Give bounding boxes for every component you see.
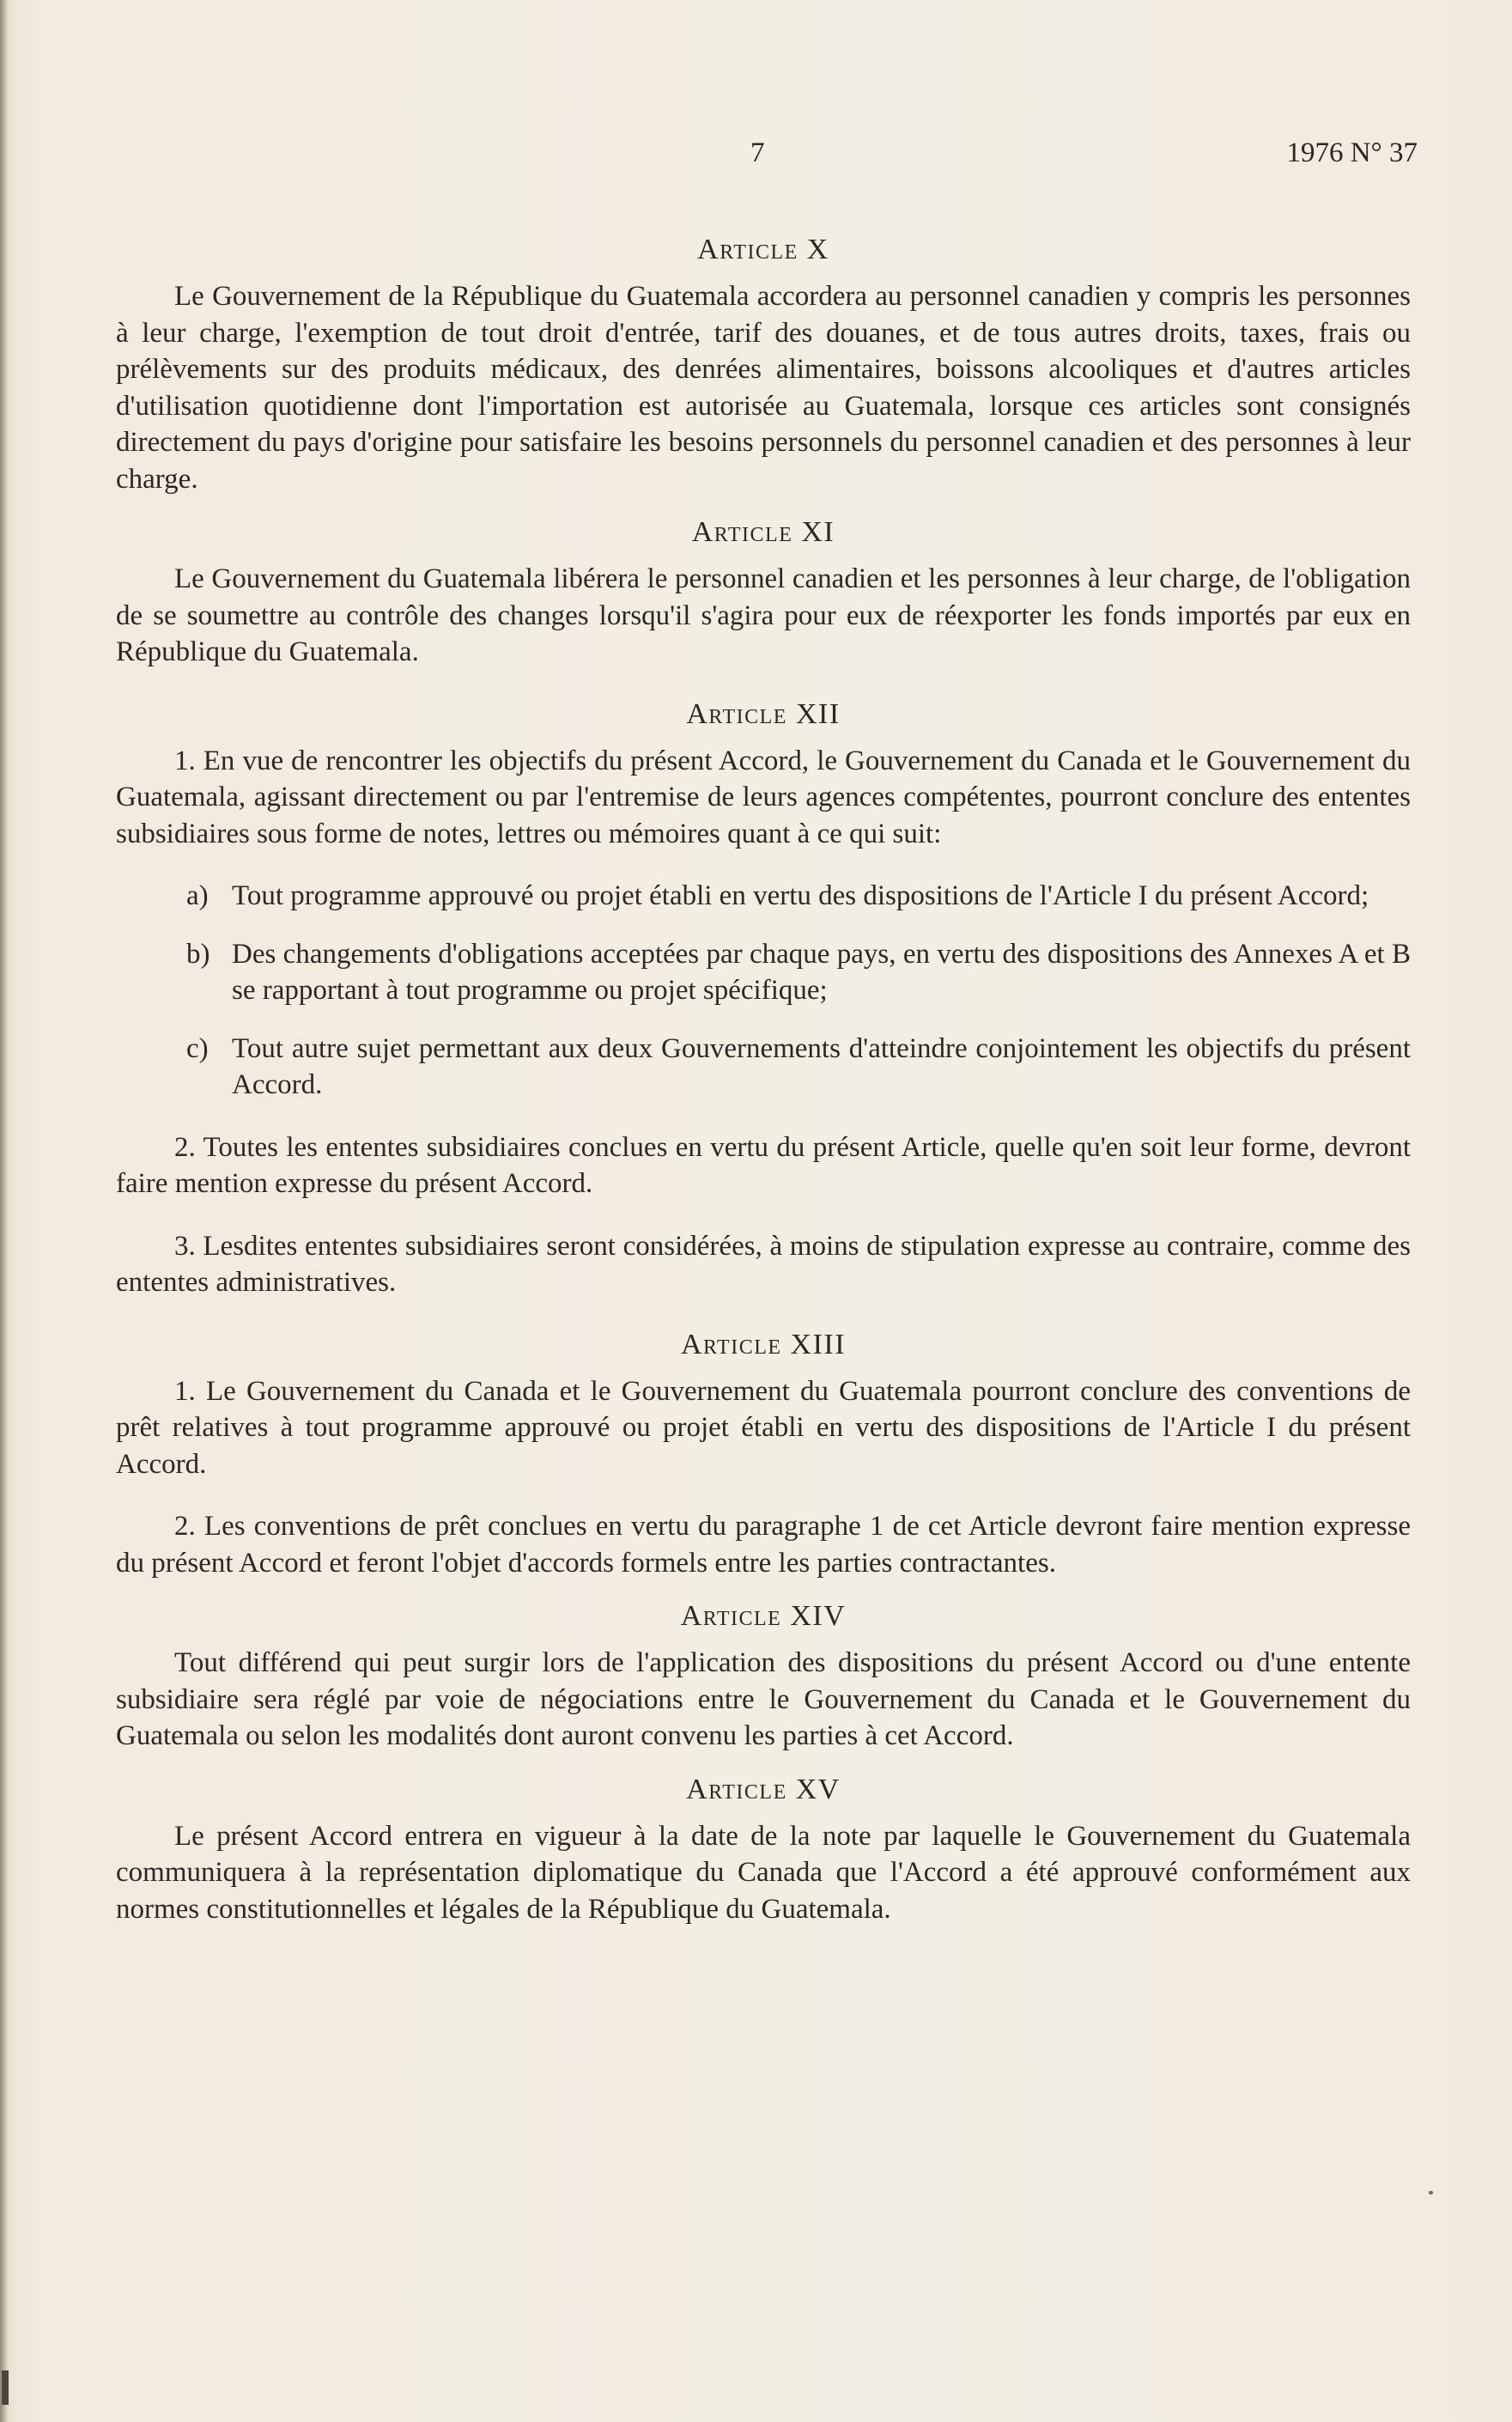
article-title: Article X [697,234,829,265]
article-paragraph: 1. Le Gouvernement du Canada et le Gouvernement du Guatemala pourront conclure des conventions de prêt relatives à tout programme approuvé ou projet établi en vertu des dispositions de l'Article I du présent Accord. [116,1375,1411,1480]
page-number: 7 [750,137,765,168]
article-xii [116,697,1411,1301]
article-paragraph: 3. Lesdites ententes subsidiaires seront considérées, à moins de stipulation expresse au contraire, comme des ententes administratives. [116,1230,1411,1298]
article-paragraph: Le Gouvernement de la République du Guatemala accordera au personnel canadien y compris les personnes à leur charge, l'exemption de tout droit d'entrée, tarif des douanes, et de tous autres droits, taxes, frais ou prélèvements sur des produits médicaux, des denrées alimentaires, boissons alcooliques et d'autres articles d'utilisation quotidienne dont l'importation est autorisée au Guatemala, lorsque ces articles sont consignés directement du pays d'origine pour satisfaire les besoins personnels du personnel canadien et des personnes à leur charge. [116,281,1411,495]
list-item [116,1031,1411,1104]
article-xiv [116,1598,1411,1755]
list-item-marker: a) [186,880,209,911]
subsidiary-items-list [116,878,1411,1104]
article-title: Article XII [686,697,841,730]
article-paragraph: 2. Toutes les ententes subsidiaires conclues en vertu du présent Article, quelle qu'en soit leur forme, devront faire mention expresse du présent Accord. [116,1131,1411,1199]
article-xi [116,514,1411,671]
article-paragraph: 1. En vue de rencontrer les objectifs du présent Accord, le Gouvernement du Canada et le Gouvernement du Guatemala, agissant directement ou par l'entremise de leurs agences compétentes, pourront conclure des ententes subsidiaires sous forme de notes, lettres ou mémoires quant à ce qui suit: [116,745,1411,849]
document-reference: 1976 N° 37 [1286,137,1418,168]
binding-gutter [0,0,9,2422]
scan-speck [1429,2191,1433,2194]
article-paragraph: Tout différend qui peut surgir lors de l'application des dispositions du présent Accord ou d'une entente subsidiaire sera réglé par voie de négociations entre le Gouvernement du Canada et le Gouvernement du Guatemala ou selon les modalités dont auront convenu les parties à cet Accord. [116,1647,1411,1751]
document-body [116,232,1411,1953]
article-paragraph: Le présent Accord entrera en vigueur à la date de la note par laquelle le Gouvernement du Guatemala communiquera à la représentation diplomatique du Canada que l'Accord a été approuvé conformément aux normes constitutionnelles et légales de la République du Guatemala. [116,1820,1411,1925]
list-item [116,936,1411,1009]
article-title: Article XIII [680,1328,847,1360]
list-item-marker: b) [186,938,210,970]
scan-edge-mark [2,2370,9,2405]
article-xiii [116,1327,1411,1582]
list-item-text: Tout programme approuvé ou projet établi en vertu des dispositions de l'Article I du présent Accord; [232,880,1369,911]
article-title: Article XI [691,516,835,548]
list-item [116,878,1411,915]
list-item-text: Des changements d'obligations acceptées par chaque pays, en vertu des dispositions des Annexes A et B se rapportant à tout programme ou projet spécifique; [232,938,1411,1006]
article-paragraph: 2. Les conventions de prêt conclues en vertu du paragraphe 1 de cet Article devront faire mention expresse du présent Accord et feront l'objet d'accords formels entre les parties contractantes. [116,1511,1411,1579]
page-header [0,137,1512,175]
list-item-marker: c) [186,1032,209,1064]
article-title: Article XV [686,1773,841,1805]
article-paragraph: Le Gouvernement du Guatemala libérera le personnel canadien et les personnes à leur charge, de l'obligation de se soumettre au contrôle des changes lorsqu'il s'agira pour eux de réexporter les fonds importés par eux en République du Guatemala. [116,563,1411,667]
article-xv [116,1772,1411,1928]
article-title: Article XIV [680,1600,847,1632]
list-item-text: Tout autre sujet permettant aux deux Gouvernements d'atteindre conjointement les objectifs du présent Accord. [232,1032,1411,1100]
article-x [116,232,1411,497]
